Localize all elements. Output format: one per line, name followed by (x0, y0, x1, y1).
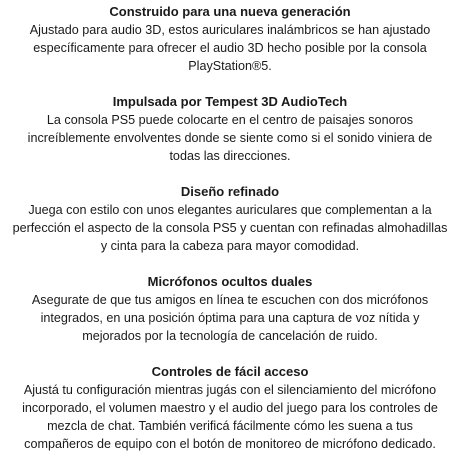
body-line: Asegurate de que tus amigos en línea te escuchen con dos micrófonos (31, 293, 429, 307)
section-body (2, 111, 458, 165)
body-line: específicamente para ofrecer el audio 3D hecho posible por la consola (33, 41, 427, 55)
section-heading: Controles de fácil acceso (151, 364, 309, 379)
body-line: Ajustado para audio 3D, estos auriculares inalámbricos se han ajustado (29, 23, 431, 37)
body-line: La consola PS5 puede colocarte en el centro de paisajes sonoros (46, 113, 414, 127)
body-line: Ajustá tu configuración mientras jugás con el silenciamiento del micrófono (23, 383, 437, 397)
section-heading: Impulsada por Tempest 3D AudioTech (112, 94, 348, 109)
section-heading: Diseño refinado (180, 184, 280, 199)
section-body (2, 201, 458, 255)
section-easy-controls (2, 363, 458, 453)
body-line: mezcla de chat. También verificá fácilmente cómo les suena a tus (47, 419, 413, 433)
body-line: compañeros de equipo con el botón de monitoreo de micrófono dedicado. (24, 437, 436, 451)
section-body (2, 381, 458, 453)
body-line: perfección el aspecto de la consola PS5 y cuentan con refinadas almohadillas (12, 221, 448, 235)
section-body (2, 291, 458, 345)
section-heading: Micrófonos ocultos duales (147, 274, 313, 289)
section-heading: Construido para una nueva generación (109, 4, 351, 19)
section-dual-microphones (2, 273, 458, 345)
section-new-generation (2, 3, 458, 75)
body-line: incorporado, el volumen maestro y el audio del juego para los controles de (22, 401, 438, 415)
body-line: mejorados por la tecnología de cancelación de ruido. (82, 329, 378, 343)
section-refined-design (2, 183, 458, 255)
body-line: y cinta para la cabeza para mayor comodidad. (100, 239, 360, 253)
body-line: increíblemente envolventes donde se siente como si el sonido viniera de (27, 131, 433, 145)
body-line: Juega con estilo con unos elegantes auriculares que complementan a la (28, 203, 432, 217)
section-body (2, 21, 458, 75)
section-tempest-audio (2, 93, 458, 165)
body-line: integrados, en una posición óptima para una captura de voz nítida y (40, 311, 420, 325)
body-line: todas las direcciones. (169, 149, 291, 163)
body-line: PlayStation®5. (188, 59, 272, 73)
